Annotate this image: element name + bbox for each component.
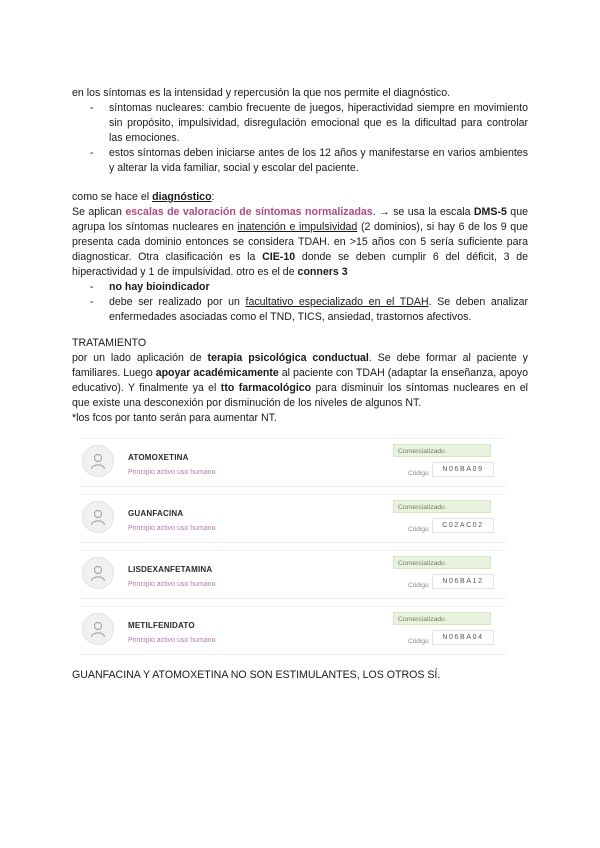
- specialist-underlined: facultativo especializado en el TDAH: [245, 296, 429, 308]
- drug-subtitle: Principio activo uso humano: [128, 637, 216, 644]
- conners-label: conners 3: [297, 266, 348, 278]
- list-item: [72, 280, 528, 295]
- text-run: donde se deben cumplir 6 del déficit, 3 de hiperactividad y 1 de impulsividad. otro es el de: [72, 251, 528, 278]
- bold-run: apoyar académicamente: [155, 367, 279, 379]
- dms-label: DMS-5: [473, 206, 507, 218]
- text-run: (2 dominios), si hay 6 de los 9 que presenta cada dominio entonces se considera TDAH. en >15 años con 5 sería suficiente para diagnosticar. Otra clasificación es la: [72, 221, 528, 263]
- drug-card-list: [80, 438, 506, 662]
- text-run: Se aplican: [72, 206, 126, 218]
- status-badge: Comercializado: [393, 612, 491, 625]
- user-avatar-icon: [82, 501, 114, 533]
- treatment-heading: TRATAMIENTO: [72, 337, 147, 349]
- bold-run: tto farmacológico: [220, 382, 312, 394]
- diagnosis-keyword: diagnóstico: [152, 191, 212, 203]
- status-badge: Comercializado: [393, 444, 491, 457]
- intro-text: en los síntomas es la intensidad y repercusión la que nos permite el diagnóstico.: [72, 87, 451, 99]
- drug-card[interactable]: [80, 606, 506, 655]
- text-run: . Se deben analizar enfermedades asociadas como el TND, TICS, ansiedad, trastornos afectivos.: [109, 296, 528, 323]
- list-item: - estos síntomas deben iniciarse antes de los 12 años y manifestarse en varios ambientes y alterar la vida familiar, social y escolar del paciente.: [72, 146, 528, 176]
- code-label: Código: [408, 470, 429, 477]
- code-value: N06BA09: [432, 462, 494, 477]
- text-run: . → se usa la escala: [372, 206, 474, 218]
- list-item: - síntomas nucleares: cambio frecuente de juegos, hiperactividad siempre en movimiento sin propósito, impulsividad, disregulación emocional que es la dificultad para controlar las emociones.: [72, 101, 528, 146]
- diagnosis-bullets: [72, 280, 528, 325]
- text-run: por un lado aplicación de: [72, 352, 208, 364]
- drug-subtitle: Principio activo uso humano: [128, 469, 216, 476]
- drug-subtitle: Principio activo uso humano: [128, 525, 216, 532]
- code-label: Código: [408, 638, 429, 645]
- code-value: N06BA12: [432, 574, 494, 589]
- drug-card[interactable]: [80, 550, 506, 599]
- diagnosis-lead: [72, 190, 528, 205]
- code-value: C02AC02: [432, 518, 494, 533]
- text-run: al paciente con TDAH (adaptar la enseñanza, apoyo educativo). Y finalmente ya el: [72, 367, 528, 394]
- user-avatar-icon: [82, 445, 114, 477]
- drug-card[interactable]: [80, 438, 506, 487]
- bold-run: terapia psicológica conductual: [207, 352, 369, 364]
- intro-section: [72, 86, 528, 176]
- list-item: [72, 295, 528, 325]
- diagnosis-paragraph: [72, 205, 528, 280]
- user-avatar-icon: [82, 613, 114, 645]
- treatment-note: *los fcos por tanto serán para aumentar NT.: [72, 412, 277, 424]
- status-badge: Comercializado: [393, 556, 491, 569]
- code-value: N06BA04: [432, 630, 494, 645]
- diagnosis-section: [72, 190, 528, 325]
- drug-name[interactable]: METILFENIDATO: [128, 621, 195, 630]
- diagnosis-lead-text: como se hace el: [72, 191, 153, 203]
- diagnosis-lead-tail: :: [211, 191, 215, 203]
- text-run: . Se debe formar al paciente y familiares. Luego: [72, 352, 528, 379]
- bullet-text: no hay bioindicador: [109, 281, 210, 293]
- treatment-paragraph: [72, 351, 528, 411]
- drug-name[interactable]: GUANFACINA: [128, 509, 184, 518]
- text-run: para disminuir los síntomas nucleares en el que existe una desconexión por disminución de los niveles de algunos NT.: [72, 382, 528, 409]
- text-run: debe ser realizado por un: [109, 296, 246, 308]
- cie-label: CIE-10: [262, 251, 296, 263]
- status-badge: Comercializado: [393, 500, 491, 513]
- code-label: Código: [408, 582, 429, 589]
- drug-card[interactable]: [80, 494, 506, 543]
- drug-name[interactable]: ATOMOXETINA: [128, 453, 189, 462]
- highlight-scales: escalas de valoración de síntomas normalizadas: [125, 206, 373, 218]
- domains-underlined: inatención e impulsividad: [237, 221, 358, 233]
- drug-subtitle: Principio activo uso humano: [128, 581, 216, 588]
- text-run: que agrupa los síntomas nucleares en: [72, 206, 528, 233]
- final-note: GUANFACINA Y ATOMOXETINA NO SON ESTIMULANTES, LOS OTROS SÍ.: [72, 669, 441, 681]
- user-avatar-icon: [82, 557, 114, 589]
- code-label: Código: [408, 526, 429, 533]
- treatment-section: [72, 336, 528, 426]
- intro-bullets: [72, 101, 528, 176]
- drug-name[interactable]: LISDEXANFETAMINA: [128, 565, 213, 574]
